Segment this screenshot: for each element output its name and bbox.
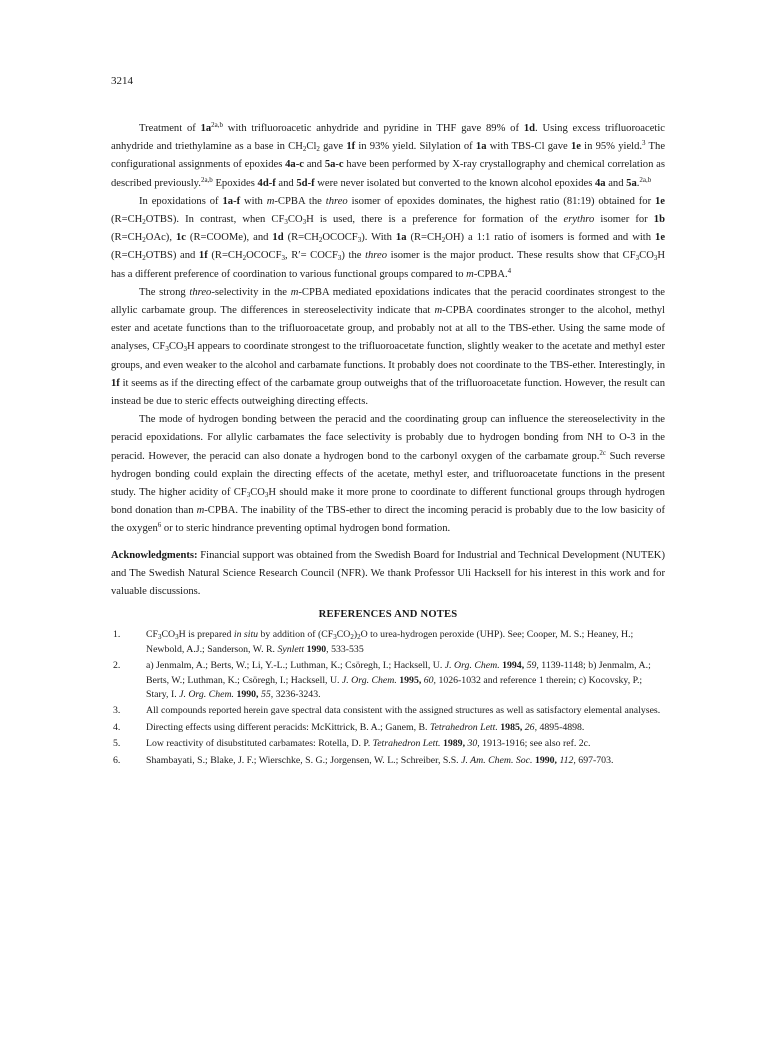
reference-item <box>111 704 665 718</box>
acknowledgments-label: Acknowledgments: <box>111 549 198 561</box>
reference-number: 3. <box>113 705 121 717</box>
article-body <box>111 120 665 770</box>
reference-text: All compounds reported herein gave spectral data consistent with the assigned structures as well as satisfactory elemental analyses. <box>146 705 661 717</box>
acknowledgments <box>111 547 665 602</box>
reference-item <box>111 754 665 768</box>
reference-item <box>111 737 665 751</box>
reference-item <box>111 721 665 735</box>
page-number: 3214 <box>111 75 133 87</box>
reference-text: a) Jenmalm, A.; Berts, W.; Li, Y.-L.; Luthman, K.; Csöregh, I.; Hacksell, U. J. Org. Chem. 1994, 59, 1139-1148; b) Jenmalm, A.; Berts, W.; Luthman, K.; Csöregh, I.; Hacksell, U. J. Org. Chem. 1995, 60, 1026-1032 and reference 1 therein; c) Kocovsky, P.; Stary, I. J. Org. Chem. 1990, 55, 3236-3243. <box>146 660 651 700</box>
reference-item <box>111 628 665 657</box>
reference-number: 1. <box>113 629 121 641</box>
reference-number: 6. <box>113 754 121 766</box>
reference-number: 2. <box>113 660 121 672</box>
reference-number: 4. <box>113 721 121 733</box>
paragraph-4: The mode of hydrogen bonding between the peracid and the coordinating group can influence the stereoselectivity in the peracid epoxidations. For allylic carbamates the face selectivity is probably due to hydrogen bonding from NH to O-3 in the peracid. However, the peracid can also donate a hydrogen bond to the carbonyl oxygen of the carbamate group.$^{2c}$ Such reverse hydrogen bonding could explain the directing effects of the acetate, methyl ester, and trifluoroacetate functions in the present study. The higher acidity of $CF_3CO_3H$ should make it more prone to coordinate to different functional groups through hydrogen bond donation than m-CPBA. The inability of the TBS-ether to direct the incoming peracid is probably due to the low basicity of the oxygen$^6$ or to steric hindrance preventing optimal hydrogen bond formation. <box>111 414 666 535</box>
reference-text: Shambayati, S.; Blake, J. F.; Wierschke, S. G.; Jorgensen, W. L.; Schreiber, S.S. J. Am. Chem. Soc. 1990, 112, 697-703. <box>146 754 614 766</box>
reference-text: Directing effects using different peracids: McKittrick, B. A.; Ganem, B. Tetrahedron Lett. 1985, 26, 4895-4898. <box>146 721 585 733</box>
acknowledgments-text: Financial support was obtained from the Swedish Board for Industrial and Technical Development (NUTEK) and The Swedish Natural Science Research Council (NFR). We thank Professor Uli Hacksell for his interest in this work and for valuable discussions. <box>111 549 665 598</box>
reference-item <box>111 659 665 702</box>
references-heading: REFERENCES AND NOTES <box>318 609 458 621</box>
reference-number: 5. <box>113 738 121 750</box>
reference-text: $CF_3CO_3H$ is prepared in situ by addition of $(CF_3CO_2)_2O$ to urea-hydrogen peroxide (UHP). See; Cooper, M. S.; Heaney, H.; Newbold, A.J.; Sanderson, W. R. Synlett 1990, 533-535 <box>146 629 634 655</box>
paragraph-1: Treatment of $1a^{2a,b}$ with trifluoroacetic anhydride and pyridine in THF gave 89% of 1d. Using excess trifluoroacetic anhydride and triethylamine as a base in $CH_2Cl_2$ gave 1f in 93% yield. Silylation of 1a with TBS-Cl gave 1e in 95% yield.$^3$ The configurational assignments of epoxides 4a-c and 5a-c have been performed by X-ray crystallography and chemical correlation as described previously.$^{2a,b}$ Epoxides 4d-f and 5d-f were never isolated but converted to the known alcohol epoxides 4a and 5a.$^{2a,b}$ <box>111 121 666 189</box>
references-list <box>111 628 665 768</box>
paragraph-2: In epoxidations of 1a-f with m-CPBA the threo isomer of epoxides dominates, the highest ratio (81:19) obtained for 1e $(R=CH_2OTBS)$. In contrast, when $CF_3CO_3H$ is used, there is a preference for formation of the erythro isomer for 1b $(R=CH_2OAc)$, 1c (R=COOMe), and 1d $(R=CH_2OCOCF_3)$. With 1a $(R=CH_2OH)$ a 1:1 ratio of isomers is formed and with 1e $(R=CH_2OTBS)$ and 1f ($R=CH_2OCOCF_3$, $R'= COCF_3$) the threo isomer is the major product. These results show that $CF_3CO_3H$ has a different preference of coordination to various functional groups compared to m-CPBA.$^4$ <box>111 195 666 280</box>
paragraph-3: The strong threo-selectivity in the m-CPBA mediated epoxidations indicates that the peracid coordinates strongest to the allylic carbamate group. The differences in stereoselectivity indicate that m-CPBA coordinates stronger to the alcohol, methyl ester and acetate functions than to the trifluoroacetate group, and probably not at all to the TBS-ether. Using the same mode of analyses, $CF_3CO_3H$ appears to coordinate strongest to the trifluoroacetate function, slightly weaker to the acetate and methyl ester groups, and even weaker to the alcohol and carbamate functions. It probably does not coordinate to the TBS-ether. Interestingly, in 1f it seems as if the directing effect of the carbamate group outweighs that of the trifluoroacetate function. However, the result can instead be due to steric effects outweighing directing effects. <box>111 286 665 408</box>
reference-text: Low reactivity of disubstituted carbamates: Rotella, D. P. Tetrahedron Lett. 1989, 30, 1913-1916; see also ref. 2c. <box>146 738 591 750</box>
